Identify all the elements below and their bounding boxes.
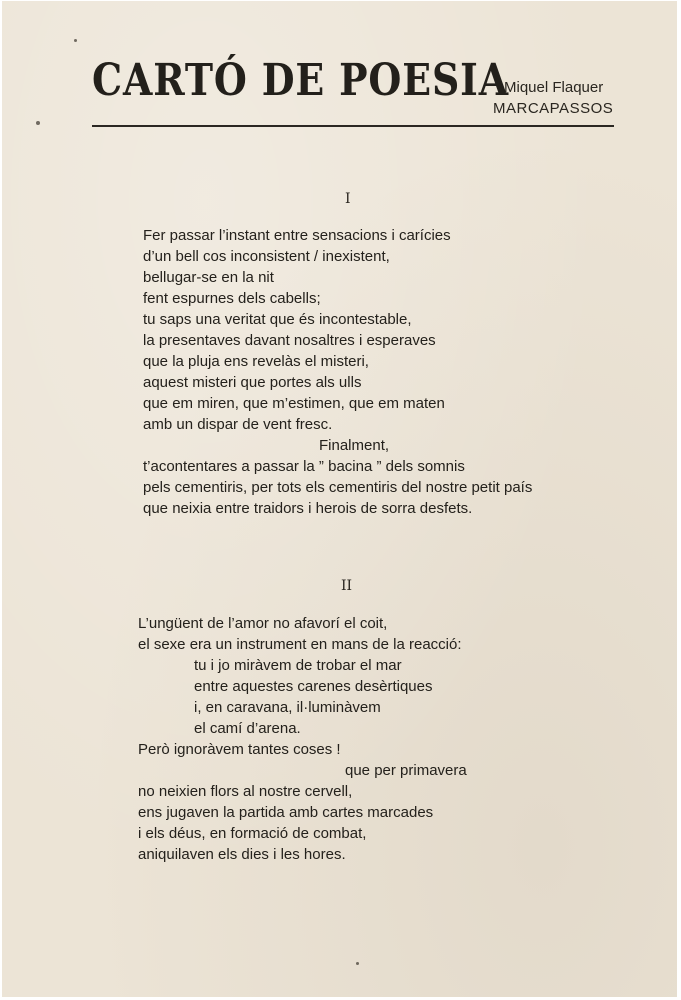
header-rule xyxy=(92,125,614,127)
poem-line: t’acontentares a passar la ” bacina ” dels somnis xyxy=(143,458,465,475)
poem-line: aniquilaven els dies i les hores. xyxy=(138,846,346,863)
card-title: CARTÓ DE POESIA xyxy=(92,55,509,106)
poem-line: fent espurnes dels cabells; xyxy=(143,290,321,307)
paper-speck xyxy=(356,962,359,965)
poem-line: L’ungüent de l’amor no afavorí el coit, xyxy=(138,615,388,632)
poem-line: tu saps una veritat que és incontestable, xyxy=(143,311,412,328)
poem-line: i, en caravana, il·luminàvem xyxy=(194,699,381,716)
poem-card xyxy=(2,1,677,997)
poem-line: i els déus, en formació de combat, xyxy=(138,825,367,842)
poem-line: Finalment, xyxy=(319,437,390,454)
poem-line: que la pluja ens revelàs el misteri, xyxy=(143,353,369,370)
poem-line: pels cementiris, per tots els cementiris del nostre petit país xyxy=(143,479,533,496)
poem-line: entre aquestes carenes desèrtiques xyxy=(194,678,433,695)
poem-line: la presentaves davant nosaltres i esperaves xyxy=(143,332,436,349)
poem-line: d’un bell cos inconsistent / inexistent, xyxy=(143,248,390,265)
paper-speck xyxy=(74,39,77,42)
section-number-2: II xyxy=(341,578,353,594)
poem-line: el sexe era un instrument en mans de la reacció: xyxy=(138,636,462,653)
poem-line: que neixia entre traidors i herois de sorra desfets. xyxy=(143,500,473,517)
poem-line: que em miren, que m’estimen, que em maten xyxy=(143,395,445,412)
poem-line: que per primavera xyxy=(345,762,467,779)
poem-line: ens jugaven la partida amb cartes marcades xyxy=(138,804,434,821)
poem-line: bellugar-se en la nit xyxy=(143,269,274,286)
poem-section-1 xyxy=(143,225,532,519)
poem-line: tu i jo miràvem de trobar el mar xyxy=(194,657,402,674)
section-number-1: I xyxy=(345,191,351,207)
poem-line: Fer passar l’instant entre sensacions i carícies xyxy=(143,227,451,244)
poem-line: Però ignoràvem tantes coses ! xyxy=(138,741,341,758)
paper-speck xyxy=(36,121,40,125)
poem-line: aquest misteri que portes als ulls xyxy=(143,374,362,391)
author-name: Miquel Flaquer xyxy=(504,79,604,96)
poem-line: el camí d’arena. xyxy=(194,720,301,737)
poem-section-2 xyxy=(138,613,467,865)
poem-line: amb un dispar de vent fresc. xyxy=(143,416,333,433)
author-alias: MARCAPASSOS xyxy=(493,100,614,117)
poem-line: no neixien flors al nostre cervell, xyxy=(138,783,353,800)
